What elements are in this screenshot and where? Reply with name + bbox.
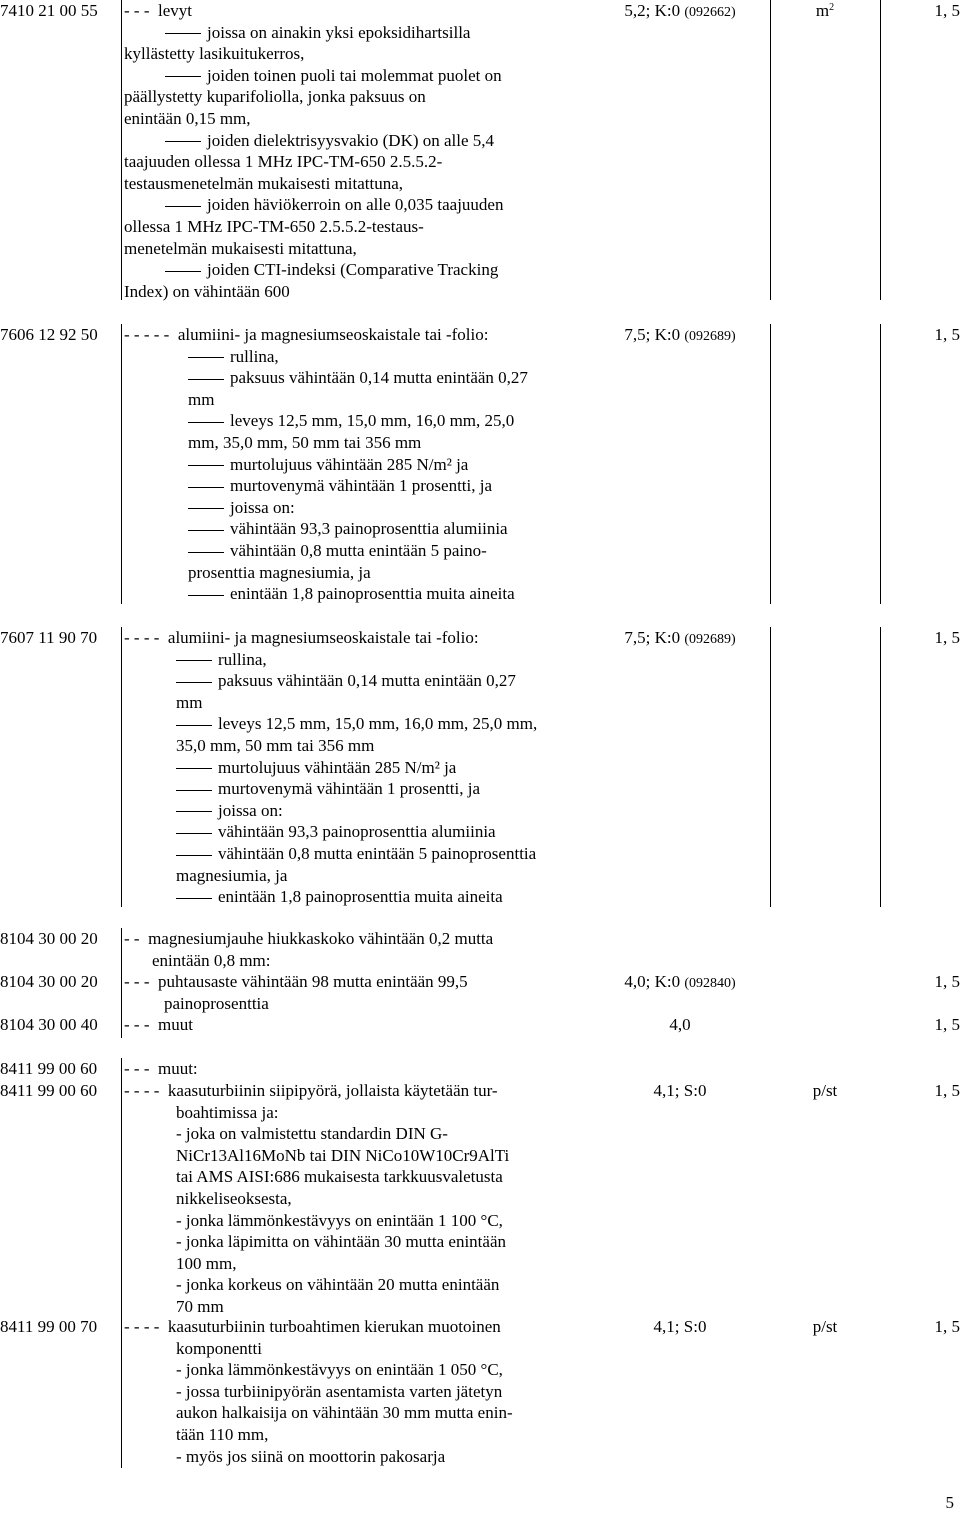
description-line: joiden häviökerroin on alle 0,035 taajuuden	[207, 195, 504, 215]
page-number: 5	[945, 1493, 954, 1512]
description-line: leveys 12,5 mm, 15,0 mm, 16,0 mm, 25,0 mm,	[218, 714, 538, 734]
description-line: joiden toinen puoli tai molemmat puolet on	[207, 65, 502, 85]
description-line: murtolujuus vähintään 285 N/m² ja	[230, 454, 469, 474]
indent-dashes: - - -	[124, 1, 150, 20]
supplementary-unit: $m^2$	[815, 1, 835, 20]
description-line: magnesiumia, ja	[176, 865, 288, 885]
column-separator	[770, 627, 771, 907]
duty-rate: 4,1; S:0	[653, 1081, 707, 1100]
column-separator	[880, 324, 881, 604]
duty-rate: 4,0; K:0 (092840)	[624, 972, 736, 991]
description-lead: alumiini- ja magnesiumseoskaistale tai -folio:	[167, 628, 479, 647]
column-separator	[121, 324, 122, 604]
cn-code: 8104 30 00 20	[0, 929, 98, 948]
indent-dashes: - - - -	[124, 628, 160, 647]
category: 1, 5	[934, 1317, 960, 1336]
description-line: Index) on vähintään 600	[124, 281, 290, 301]
description: - - magnesiumjauhe hiukkaskoko vähintään 0,2 mutta enintään 0,8 mm:	[124, 929, 494, 970]
description-line: joiden dielektrisyysvakio (DK) on alle 5,4	[207, 130, 495, 150]
description: - - - muut:	[124, 1059, 198, 1078]
category: 1, 5	[934, 972, 960, 991]
description-line: leveys 12,5 mm, 15,0 mm, 16,0 mm, 25,0	[230, 411, 515, 431]
description-line: rullina,	[218, 649, 267, 669]
description-line: vähintään 0,8 mutta enintään 5 paino-	[230, 540, 487, 560]
column-separator	[121, 627, 122, 907]
description-line: joissa on ainakin yksi epoksidihartsilla	[207, 22, 471, 42]
duty-rate: 4,1; S:0	[653, 1317, 707, 1336]
cn-code: 7606 12 92 50	[0, 325, 98, 344]
description-line: prosenttia magnesiumia, ja	[188, 562, 371, 582]
description-line: mm	[188, 389, 215, 409]
column-separator	[121, 1058, 122, 1468]
description-line: murtolujuus vähintään 285 N/m² ja	[218, 757, 457, 777]
description-line: vähintään 93,3 painoprosenttia alumiinia	[218, 822, 496, 842]
column-separator	[121, 928, 122, 1038]
description: - - - - kaasuturbiinin turboahtimen kierukan muotoinen komponentti - jonka lämmönkestävyys on enintään 1 050 °C, - jossa turbiinipyörän asentamista varten jätetyn aukon halkaisija on vähintään 30 mm mutta enin- tään 110 mm, - myös jos siinä on moottorin pakosarja	[124, 1317, 513, 1466]
description-line: murtovenymä vähintään 1 prosentti, ja	[230, 476, 493, 496]
description: - - - muut	[124, 1015, 193, 1034]
supplementary-unit: p/st	[812, 1081, 838, 1100]
description-line: 35,0 mm, 50 mm tai 356 mm	[176, 735, 375, 755]
description-line: paksuus vähintään 0,14 mutta enintään 0,27	[218, 671, 516, 691]
description-line: enintään 0,15 mm,	[124, 108, 251, 128]
duty-rate: 4,0	[669, 1015, 691, 1034]
description-line: rullina,	[230, 346, 279, 366]
description-line: päällystetty kuparifoliolla, jonka paksuus on	[124, 87, 426, 107]
description-line: enintään 1,8 painoprosenttia muita aineita	[218, 887, 503, 907]
column-separator	[770, 0, 771, 300]
duty-rate: 7,5; K:0 (092689)	[624, 628, 736, 647]
description	[124, 627, 572, 908]
description-line: joiden CTI-indeksi (Comparative Tracking	[207, 260, 499, 280]
cn-code: 7607 11 90 70	[0, 628, 98, 647]
column-separator	[880, 627, 881, 907]
description-lead: levyt	[157, 1, 192, 20]
column-separator	[880, 0, 881, 300]
duty-rate: 5,2; K:0 (092662)	[624, 1, 736, 20]
description-line: mm	[176, 692, 203, 712]
description-line: testausmenetelmän mukaisesti mitattuna,	[124, 173, 404, 193]
cn-code: 8411 99 00 70	[0, 1317, 98, 1336]
cn-code: 7410 21 00 55	[0, 1, 98, 20]
category: 1, 5	[934, 1015, 960, 1034]
category: 1, 5	[934, 1081, 960, 1100]
duty-rate: 7,5; K:0 (092689)	[624, 325, 736, 344]
supplementary-unit: p/st	[812, 1317, 838, 1336]
description-line: vähintään 0,8 mutta enintään 5 painoprosenttia	[218, 843, 537, 863]
description-line: menetelmän mukaisesti mitattuna,	[124, 238, 357, 258]
description-line: paksuus vähintään 0,14 mutta enintään 0,27	[230, 368, 528, 388]
description	[124, 0, 572, 302]
description-line: vähintään 93,3 painoprosenttia alumiinia	[230, 519, 508, 539]
description: - - - puhtausaste vähintään 98 mutta enintään 99,5 painoprosenttia	[124, 972, 468, 1013]
description-line: joissa on:	[218, 800, 283, 820]
description	[124, 324, 572, 605]
column-separator	[770, 324, 771, 604]
cn-code: 8104 30 00 40	[0, 1015, 98, 1034]
cn-code: 8411 99 00 60	[0, 1081, 98, 1100]
description-line: ollessa 1 MHz IPC-TM-650 2.5.5.2-testaus-	[124, 216, 424, 236]
cn-code: 8104 30 00 20	[0, 972, 98, 991]
description-line: mm, 35,0 mm, 50 mm tai 356 mm	[188, 432, 422, 452]
column-separator	[121, 0, 122, 300]
description: - - - - kaasuturbiinin siipipyörä, jollaista käytetään tur- boahtimissa ja: - joka on valmistettu standardin DIN G- NiCr13Al16MoNb tai DIN NiCo10W10Cr9AlTi tai AMS AISI:686 mukaisesta tarkkuusvaletusta nikkeliseoksesta, - jonka lämmönkestävyys on enintään 1 100 °C, - jonka läpimitta on vähintään 30 mutta enintään 100 mm, - jonka korkeus on vähintään 20 mutta enintään 70 mm	[124, 1081, 510, 1316]
description-line: murtovenymä vähintään 1 prosentti, ja	[218, 779, 481, 799]
category: 1, 5	[934, 325, 960, 344]
indent-dashes: - - - - -	[124, 325, 170, 344]
description-line: joissa on:	[230, 497, 295, 517]
category: 1, 5	[934, 1, 960, 20]
description-line: enintään 1,8 painoprosenttia muita aineita	[230, 584, 515, 604]
category: 1, 5	[934, 628, 960, 647]
description-lead: alumiini- ja magnesiumseoskaistale tai -folio:	[177, 325, 489, 344]
description-line: kyllästetty lasikuitukerros,	[124, 44, 305, 64]
description-line: taajuuden ollessa 1 MHz IPC-TM-650 2.5.5.2-	[124, 152, 443, 172]
cn-code: 8411 99 00 60	[0, 1059, 98, 1078]
